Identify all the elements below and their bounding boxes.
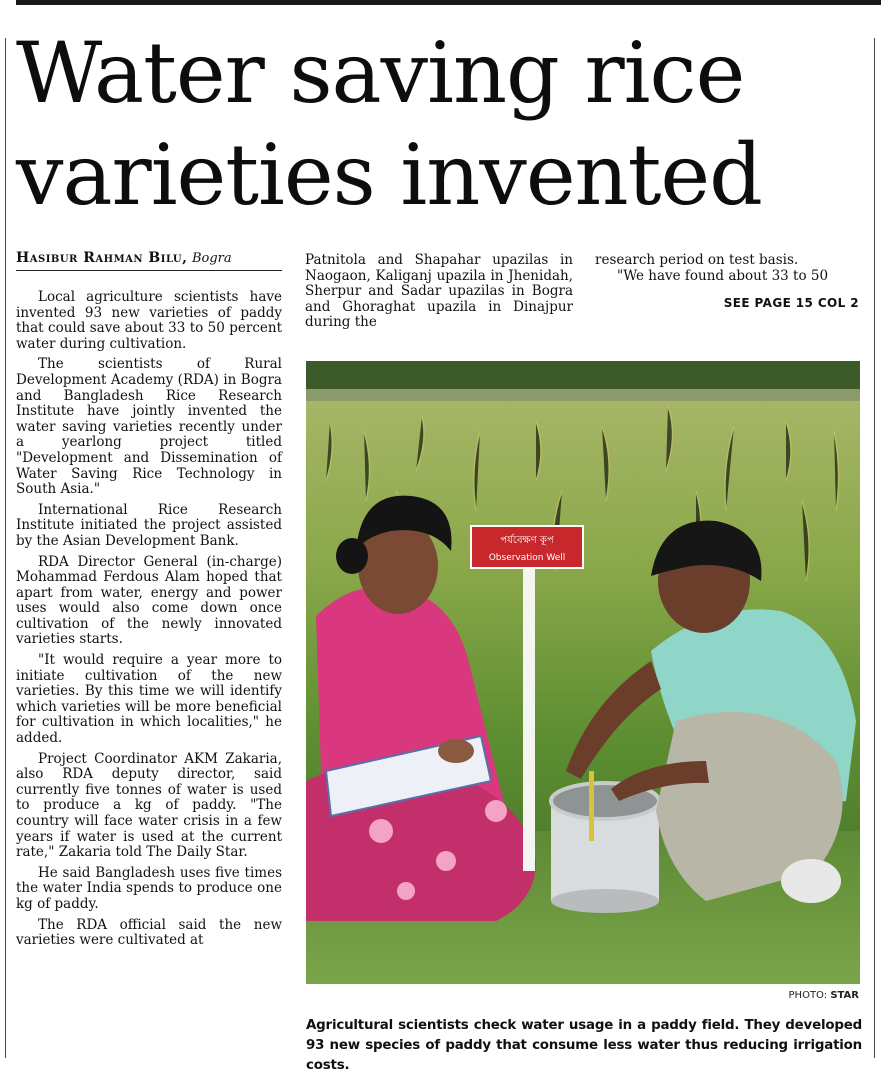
sign-text-bangla: পর্যবেক্ষণ কূপ [500, 535, 554, 546]
paragraph: He said Bangladesh uses five times the water India spends to produce one kg of paddy. [16, 864, 282, 912]
column-rule-right [874, 38, 875, 1058]
article-column-3 [595, 253, 860, 284]
byline-author: Hasibur Rahman Bilu, [16, 250, 188, 266]
photo-caption: Agricultural scientists check water usage in a paddy field. They developed 93 new species of paddy that consume less water thus reducing irrigation costs. [306, 1018, 862, 1073]
byline-place: Bogra [191, 251, 232, 266]
photo-credit-prefix: PHOTO: [788, 990, 828, 1001]
news-photo [306, 361, 860, 984]
article-column-1 [16, 290, 282, 954]
headline: Water saving rice varieties invented [16, 24, 762, 224]
paragraph: Project Coordinator AKM Zakaria, also RDA deputy director, said currently five tonnes of water is used to produce a kg of paddy. "The country will face water crisis in a few years if water is used at the current rate," Zakaria told The Daily Star. [16, 750, 282, 861]
article-column-2 [305, 253, 573, 336]
paragraph: Local agriculture scientists have invented 93 new varieties of paddy that could save about 33 to 50 percent water during cultivation. [16, 289, 282, 352]
paragraph: research period on test basis. [595, 252, 799, 268]
paragraph: Patnitola and Shapahar upazilas in Naogaon, Kaliganj upazila in Jhenidah, Sherpur and Sadar upazilas in Bogra and Ghoraghat upazila in Dinajpur during the [305, 252, 573, 331]
column-rule-left [5, 38, 6, 1058]
byline [16, 250, 282, 271]
paragraph: "We have found about 33 to 50 [617, 267, 829, 284]
paragraph: The scientists of Rural Development Academy (RDA) in Bogra and Bangladesh Rice Research Institute have jointly invented the water saving varieties recently under a yearlong project titled "Development and Dissemination of Water Saving Rice Technology in South Asia." [16, 356, 282, 498]
top-rule [16, 0, 881, 5]
paragraph: The RDA official said the new varieties were cultivated at [16, 916, 282, 949]
paragraph: International Rice Research Institute initiated the project assisted by the Asian Development Bank. [16, 501, 282, 549]
paragraph: RDA Director General (in-charge) Mohammad Ferdous Alam hoped that apart from water, energy and power uses would also come down once cultivation of the newly innovated varieties starts. [16, 553, 282, 648]
sign-text-english: Observation Well [488, 553, 566, 563]
photo-credit [789, 990, 859, 1001]
continued-jump-line: SEE PAGE 15 COL 2 [723, 296, 859, 310]
photo-credit-source: STAR [830, 990, 859, 1001]
paragraph: "It would require a year more to initiate cultivation of the new varieties. By this time we will identify which varieties will be more beneficial for cultivation in which localities," he added. [16, 652, 282, 747]
